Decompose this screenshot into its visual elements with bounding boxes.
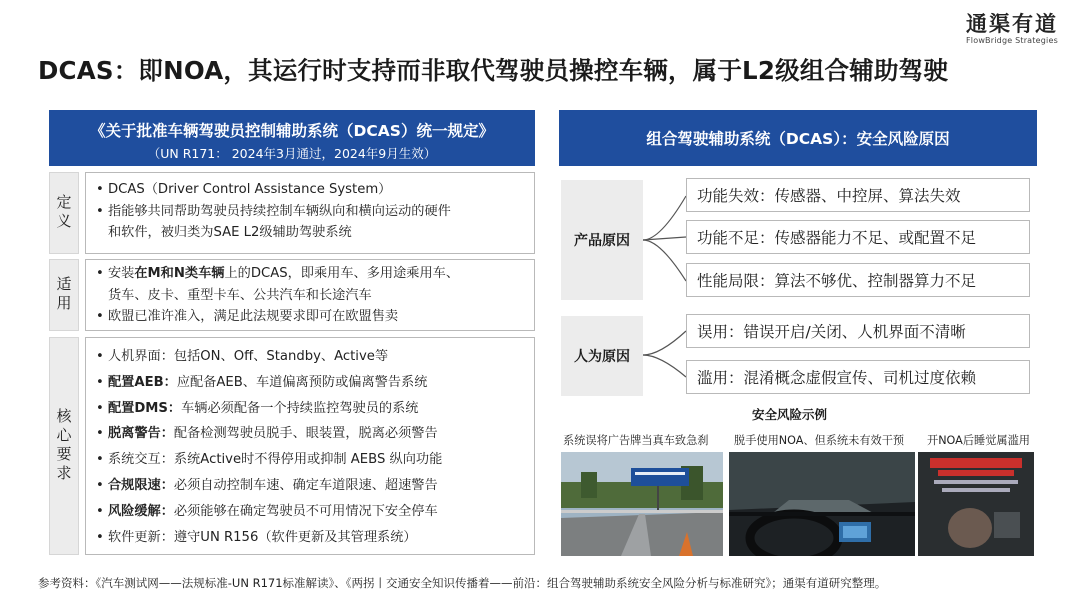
list-item: • 合规限速：必须自动控制车速、确定车道限速、超速警告: [96, 477, 438, 493]
example-photo-cockpit: [729, 452, 915, 556]
human-connector-top: [643, 331, 686, 355]
references-footer: 参考资料：《汽车测试网——法规标准-UN R171标准解读》、《两拐丨交通安全知识传播着——前沿：组合驾驶辅助系统安全风险分析与标准研究》；通渠有道研究整理。: [38, 576, 887, 590]
regulation-subtitle: （UN R171： 2024年3月通过，2024年9月生效）: [147, 146, 437, 161]
cause-human: 人为原因: [561, 316, 643, 396]
list-item: • DCAS（Driver Control Assistance System）: [96, 182, 392, 197]
sleeping-driver-image: [918, 452, 1034, 556]
cockpit-scene-image: [729, 452, 915, 556]
regulation-title: 《关于批准车辆驾驶员控制辅助系统（DCAS）统一规定》: [90, 122, 494, 140]
example-photo-billboard: [561, 452, 723, 556]
list-item-continuation: 和软件，被归类为SAE L2级辅助驾驶系统: [108, 225, 352, 240]
human-connector-bottom: [643, 355, 686, 377]
section-label-definition: 定义: [49, 172, 79, 254]
list-item: • 人机界面：包括ON、Off、Standby、Active等: [96, 349, 389, 364]
logo-en: FlowBridge Strategies: [966, 36, 1058, 45]
list-item-continuation: 货车、皮卡、重型卡车、公共汽车和长途汽车: [108, 287, 372, 303]
example-caption: 系统误将广告牌当真车致急刹: [563, 434, 709, 447]
cause-product: 产品原因: [561, 180, 643, 300]
list-item: • 配置DMS：车辆必须配备一个持续监控驾驶员的系统: [96, 400, 419, 416]
billboard-scene-image: [561, 452, 723, 556]
examples-title: 安全风险示例: [752, 407, 828, 422]
list-item: • 软件更新：遵守UN R156（软件更新及其管理系统）: [96, 529, 417, 545]
reason-item: 滥用：混淆概念虚假宣传、司机过度依赖: [686, 360, 1030, 394]
example-caption: 开NOA后睡觉属滥用: [927, 434, 1030, 447]
product-connector-bottom: [643, 240, 686, 281]
list-item: • 欧盟已准许准入，满足此法规要求即可在欧盟售卖: [96, 309, 399, 324]
section-label-scope: 适用: [49, 259, 79, 331]
reason-item: 功能失效：传感器、中控屏、算法失效: [686, 178, 1030, 212]
reason-item: 误用：错误开启/关闭、人机界面不清晰: [686, 314, 1030, 348]
example-caption: 脱手使用NOA、但系统未有效干预: [734, 434, 905, 447]
list-item: • 安装在M和N类车辆上的DCAS，即乘用车、多用途乘用车、: [96, 266, 460, 281]
product-connector-top: [643, 196, 686, 240]
reason-item: 功能不足：传感器能力不足、或配置不足: [686, 220, 1030, 254]
list-item: • 系统交互：系统Active时不得停用或抑制 AEBS 纵向功能: [96, 452, 443, 468]
risk-header-title: 组合驾驶辅助系统（DCAS）：安全风险原因: [646, 130, 950, 148]
slide-title: DCAS：即NOA，其运行时支持而非取代驾驶员操控车辆，属于L2级组合辅助驾驶: [38, 56, 949, 85]
logo-cn: 通渠有道: [966, 12, 1058, 36]
list-item: • 配置AEB：应配备AEB、车道偏离预防或偏离警告系统: [96, 374, 428, 390]
list-item: • 指能够共同帮助驾驶员持续控制车辆纵向和横向运动的硬件: [96, 203, 451, 219]
section-label-core: 核心要求: [49, 337, 79, 555]
example-photo-sleeping: [918, 452, 1034, 556]
list-item: • 脱离警告：配备检测驾驶员脱手、眼装置，脱离必须警告: [96, 426, 438, 442]
reason-item: 性能局限：算法不够优、控制器算力不足: [686, 263, 1030, 297]
list-item: • 风险缓解：必须能够在确定驾驶员不可用情况下安全停车: [96, 503, 438, 519]
